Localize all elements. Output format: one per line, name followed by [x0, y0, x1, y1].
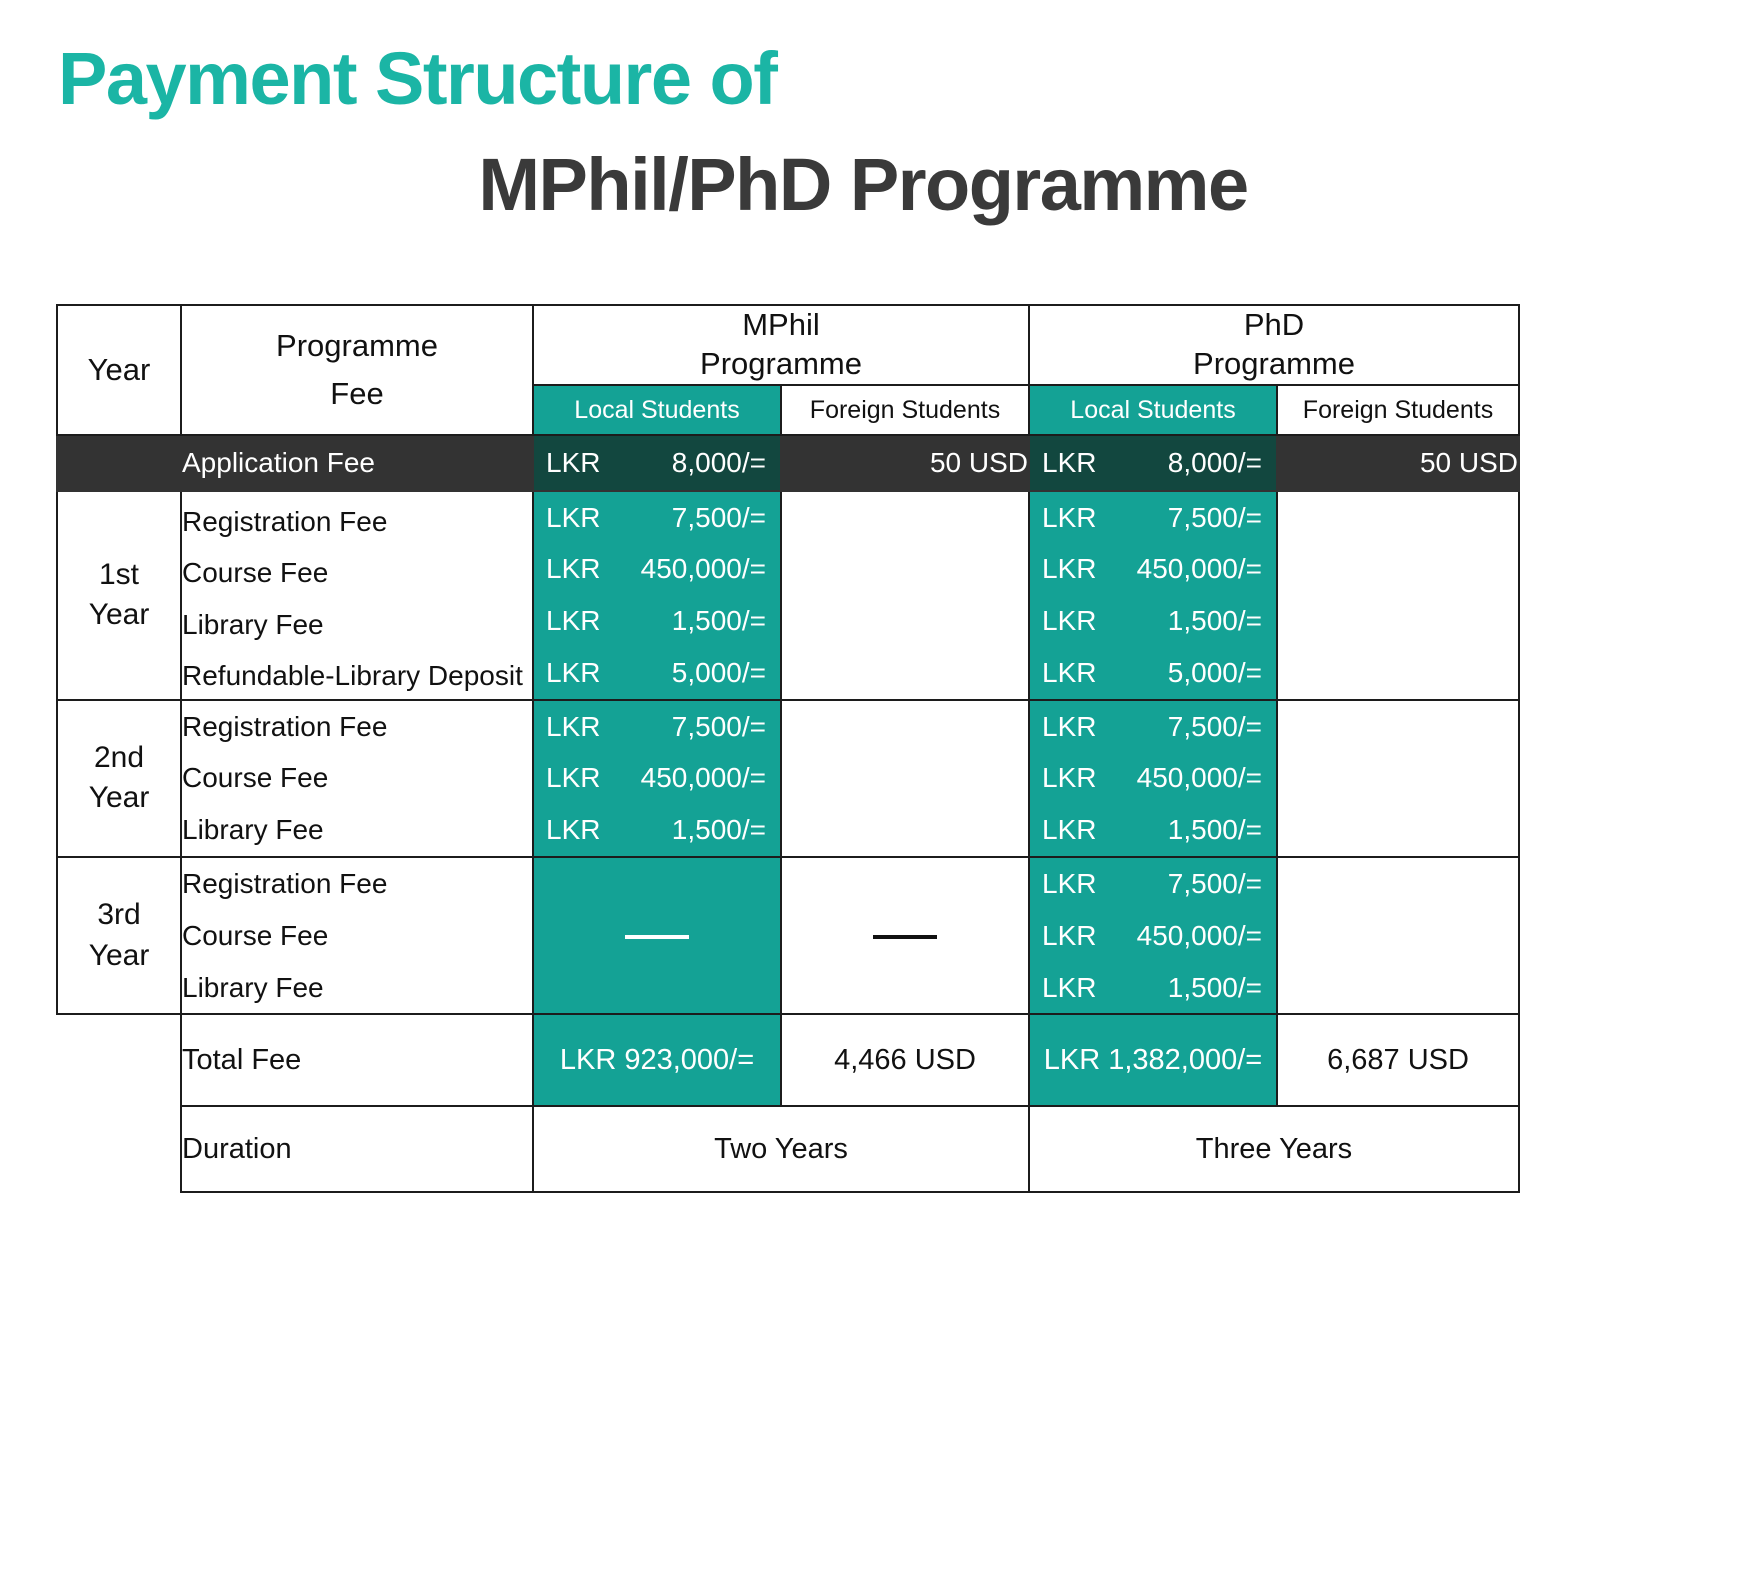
table-row-year-1 [57, 491, 1519, 700]
values-phd-local-year-2 [1029, 700, 1277, 857]
value-currency: LKR [1042, 814, 1097, 846]
values-phd-foreign-year-1 [1277, 491, 1519, 700]
title-line-1: Payment Structure of [58, 37, 777, 120]
not-applicable-dash-icon [873, 935, 937, 939]
header-mphil-foreign-students: Foreign Students [781, 385, 1029, 435]
fee-item: Library Fee [182, 609, 324, 641]
year-label-2-line1: 2nd [93, 740, 145, 774]
total-fee-row [57, 1014, 1519, 1106]
value-amount: 7,500/= [1167, 710, 1262, 742]
fee-item: Course Fee [182, 557, 329, 589]
header-phd-local-students: Local Students [1029, 385, 1277, 435]
fee-item: Library Fee [182, 971, 324, 1003]
duration-mphil: Two Years [533, 1106, 1029, 1192]
application-fee-phd-local-currency: LKR [1042, 446, 1097, 478]
year-label-2 [57, 700, 181, 857]
application-fee-phd-local-amount: 8,000/= [1167, 446, 1262, 478]
header-programme-fee-line2: Fee [330, 375, 384, 411]
value-currency: LKR [546, 762, 601, 794]
values-phd-local-year-3 [1029, 857, 1277, 1014]
value-currency: LKR [546, 501, 601, 533]
header-mphil-programme [533, 305, 1029, 385]
application-fee-label: Application Fee [181, 435, 533, 491]
value-currency: LKR [1042, 762, 1097, 794]
value-currency: LKR [1042, 971, 1097, 1003]
not-applicable-dash-icon [625, 935, 689, 939]
header-phd-programme [1029, 305, 1519, 385]
header-mphil-local-students: Local Students [533, 385, 781, 435]
value-currency: LKR [1042, 605, 1097, 637]
value-currency: LKR [546, 656, 601, 688]
value-amount: 450,000/= [640, 553, 766, 585]
fee-item: Refundable-Library Deposit [182, 659, 523, 691]
application-fee-mphil-local-currency: LKR [546, 446, 601, 478]
duration-label: Duration [181, 1106, 533, 1192]
fee-list-year-2 [181, 700, 533, 857]
fee-list-year-3 [181, 857, 533, 1014]
value-currency: LKR [1042, 501, 1097, 533]
table-row-year-3 [57, 857, 1519, 1014]
total-fee-mphil-foreign: 4,466 USD [781, 1014, 1029, 1106]
value-amount: 450,000/= [640, 762, 766, 794]
header-programme-fee-line1: Programme [276, 327, 438, 363]
duration-row [57, 1106, 1519, 1192]
table-header-row-1 [57, 305, 1519, 385]
values-phd-foreign-year-3 [1277, 857, 1519, 1014]
year-label-1-line2: Year [88, 598, 150, 632]
value-amount: 450,000/= [1136, 553, 1262, 585]
year-label-2-line2: Year [88, 781, 150, 815]
year-label-1-line1: 1st [98, 557, 140, 591]
application-fee-mphil-local-amount: 8,000/= [671, 446, 766, 478]
application-fee-mphil-local [533, 435, 781, 491]
values-mphil-local-year-1 [533, 491, 781, 700]
fee-item: Course Fee [182, 919, 329, 951]
header-mphil-line1: MPhil [742, 307, 820, 342]
fee-item: Library Fee [182, 814, 324, 846]
header-phd-foreign-students: Foreign Students [1277, 385, 1519, 435]
header-phd-line1: PhD [1243, 307, 1305, 342]
value-amount: 5,000/= [1167, 656, 1262, 688]
value-currency: LKR [546, 814, 601, 846]
year-label-3 [57, 857, 181, 1014]
values-mphil-foreign-year-3 [781, 857, 1029, 1014]
application-fee-row [57, 435, 1519, 491]
header-mphil-line2: Programme [700, 345, 862, 381]
value-currency: LKR [1042, 919, 1097, 951]
value-currency: LKR [546, 553, 601, 585]
value-amount: 7,500/= [671, 710, 766, 742]
value-currency: LKR [1042, 710, 1097, 742]
value-amount: 450,000/= [1136, 919, 1262, 951]
application-fee-phd-foreign: 50 USD [1277, 435, 1519, 491]
header-phd-line2: Programme [1193, 345, 1355, 381]
value-amount: 7,500/= [1167, 501, 1262, 533]
value-amount: 1,500/= [671, 605, 766, 637]
fee-item: Course Fee [182, 762, 329, 794]
values-mphil-foreign-year-2 [781, 700, 1029, 857]
fee-item: Registration Fee [182, 868, 388, 900]
year-label-3-line2: Year [88, 938, 150, 972]
total-fee-mphil-local: LKR 923,000/= [533, 1014, 781, 1106]
value-amount: 7,500/= [1167, 868, 1262, 900]
value-currency: LKR [1042, 553, 1097, 585]
table-row-year-2 [57, 700, 1519, 857]
application-fee-mphil-foreign: 50 USD [781, 435, 1029, 491]
total-fee-label: Total Fee [181, 1014, 533, 1106]
total-fee-phd-local: LKR 1,382,000/= [1029, 1014, 1277, 1106]
value-amount: 1,500/= [1167, 814, 1262, 846]
fee-item: Registration Fee [182, 710, 388, 742]
values-mphil-local-year-3 [533, 857, 781, 1014]
values-phd-foreign-year-2 [1277, 700, 1519, 857]
year-label-1 [57, 491, 181, 700]
value-currency: LKR [546, 710, 601, 742]
values-mphil-local-year-2 [533, 700, 781, 857]
value-currency: LKR [1042, 868, 1097, 900]
value-amount: 450,000/= [1136, 762, 1262, 794]
value-currency: LKR [1042, 656, 1097, 688]
duration-year-blank [57, 1106, 181, 1192]
application-fee-phd-local [1029, 435, 1277, 491]
fee-list-year-1 [181, 491, 533, 700]
value-amount: 1,500/= [1167, 971, 1262, 1003]
value-currency: LKR [546, 605, 601, 637]
value-amount: 5,000/= [671, 656, 766, 688]
fee-structure-table [56, 304, 1520, 1193]
application-fee-year-blank [57, 435, 181, 491]
total-fee-phd-foreign: 6,687 USD [1277, 1014, 1519, 1106]
year-label-3-line1: 3rd [97, 898, 141, 932]
header-year: Year [57, 305, 181, 435]
header-programme-fee [181, 305, 533, 435]
values-mphil-foreign-year-1 [781, 491, 1029, 700]
value-amount: 7,500/= [671, 501, 766, 533]
title-line-2: MPhil/PhD Programme [478, 143, 1248, 226]
value-amount: 1,500/= [671, 814, 766, 846]
fee-item: Registration Fee [182, 505, 388, 537]
page-title [58, 37, 1698, 226]
values-phd-local-year-1 [1029, 491, 1277, 700]
duration-phd: Three Years [1029, 1106, 1519, 1192]
value-amount: 1,500/= [1167, 605, 1262, 637]
total-fee-year-blank [57, 1014, 181, 1106]
